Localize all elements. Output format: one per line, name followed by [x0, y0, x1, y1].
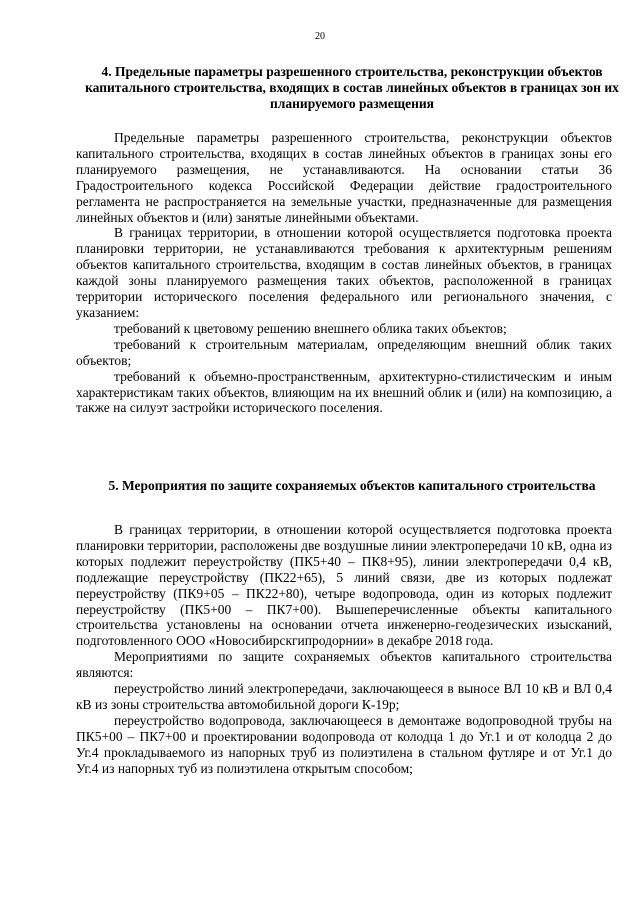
list-item: переустройство линий электропередачи, заключающееся в выносе ВЛ 10 кВ и ВЛ 0,4 кВ из зоны строительства автомобильной дороги К-19р; [76, 681, 612, 712]
paragraph: В границах территории, в отношении которой осуществляется подготовка проекта планировки территории, расположены две воздушные линии электропередачи 10 кВ, одна из которых подлежит переустройству (ПК5+40 – ПК8+95), линии электропередачи 0,4 кВ, подлежащие переустройству (ПК22+65), 5 линий связи, две из которых подлежат переустройству (ПК9+05 – ПК22+80), четыре водопровода, один из которых подлежит переустройству (ПК5+00 – ПК7+00). Вышеперечисленные объекты капитального строительства установлены на основании отчета инженерно-геодезических изысканий, подготовленного ООО «Новосибирскгипродорнии» в декабре 2018 года. [76, 522, 612, 649]
section-5-body [76, 522, 612, 777]
paragraph: Предельные параметры разрешенного строительства, реконструкции объектов капитального строительства, входящих в состав линейных объектов в границах зоны его планируемого размещения, не устанавливаются. На основании статьи 36 Градостроительного кодекса Российской Федерации действие градостроительного регламента не распространяется на земельные участки, предназначенные для размещения линейных объектов и (или) занятые линейными объектами. [76, 130, 612, 225]
section-4-body [76, 130, 612, 416]
page-number: 20 [315, 31, 325, 42]
section-5-heading: 5. Мероприятия по защите сохраняемых объектов капитального строительства [108, 478, 596, 493]
section-4-heading: 4. Предельные параметры разрешенного строительства, реконструкции объектов капитального строительства, входящих в состав линейных объектов в границах зон их планируемого размещения [85, 64, 619, 111]
list-item: переустройство водопровода, заключающееся в демонтаже водопроводной трубы на ПК5+00 – ПК7+00 и проектировании водопровода от колодца 1 до Уг.1 и от колодца 2 до Уг.4 прокладываемого из напорных труб из полиэтилена в стальном футляре и от Уг.1 до Уг.4 из напорных туб из полиэтилена открытым способом; [76, 712, 612, 776]
list-item: требований к строительным материалам, определяющим внешний облик таких объектов; [76, 336, 612, 368]
list-item: требований к объемно-пространственным, архитектурно-стилистическим и иным характеристикам таких объектов, влияющим на их внешний облик и (или) на композицию, а также на силуэт застройки исторического поселения. [76, 368, 612, 416]
paragraph: В границах территории, в отношении которой осуществляется подготовка проекта планировки территории, не устанавливаются требования к архитектурным решениям объектов капитального строительства, входящим в состав линейных объектов, в границах каждой зоны планируемого размещения таких объектов, расположенной в границах территории исторического поселения федерального или регионального значения, с указанием: [76, 225, 612, 320]
list-item: требований к цветовому решению внешнего облика таких объектов; [114, 320, 507, 336]
paragraph: Мероприятиями по защите сохраняемых объектов капитального строительства являются: [76, 649, 612, 681]
